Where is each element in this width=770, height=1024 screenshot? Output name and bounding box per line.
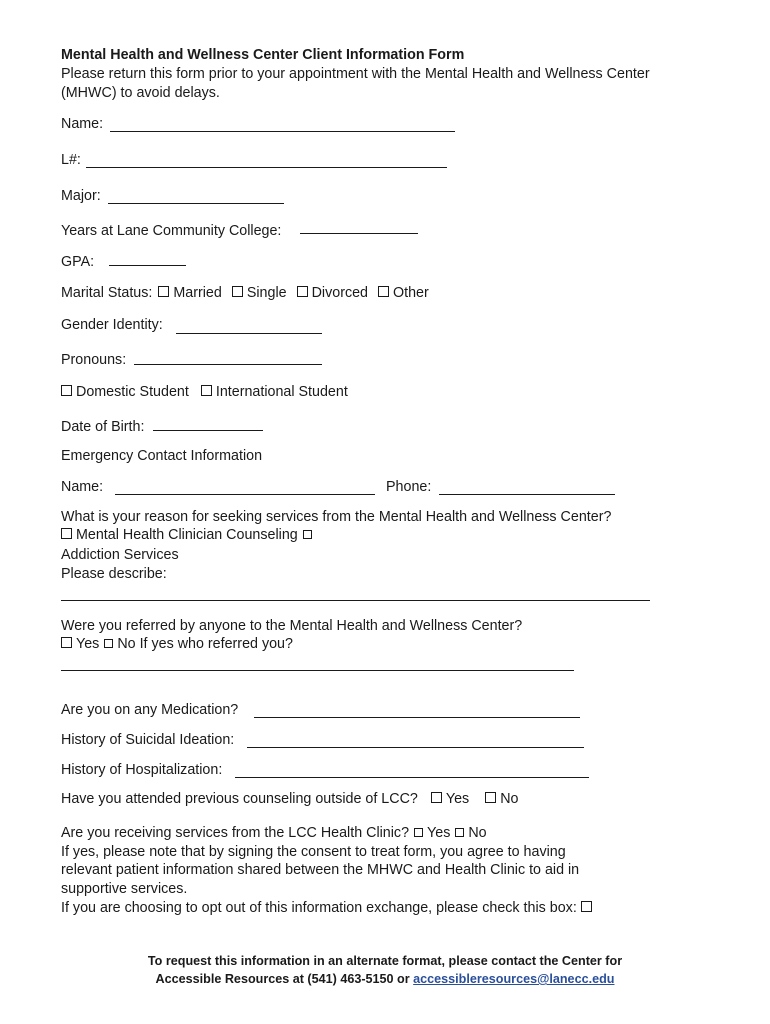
describe-input-line[interactable] bbox=[61, 600, 650, 601]
footer-line-1: To request this information in an alternate format, please contact the Center for bbox=[147, 954, 623, 968]
years-label: Years at Lane Community College: bbox=[61, 223, 282, 239]
optout-label: If you are choosing to opt out of this information exchange, please check this box: bbox=[61, 900, 577, 916]
referral-no-checkbox[interactable] bbox=[104, 639, 113, 648]
lnumber-input-line[interactable] bbox=[86, 167, 447, 168]
divorced-checkbox[interactable] bbox=[297, 286, 308, 297]
other-label: Other bbox=[393, 285, 429, 301]
gender-identity-label: Gender Identity: bbox=[61, 317, 163, 333]
major-label: Major: bbox=[61, 188, 101, 204]
domestic-student-label: Domestic Student bbox=[76, 384, 189, 400]
single-label: Single bbox=[246, 285, 287, 301]
international-student-checkbox[interactable] bbox=[201, 385, 212, 396]
gender-identity-input-line[interactable] bbox=[176, 333, 322, 334]
domestic-student-checkbox[interactable] bbox=[61, 385, 72, 396]
referral-option-row bbox=[61, 636, 293, 653]
footer-line-2 bbox=[0, 970, 770, 988]
clinic-note-line-3: supportive services. bbox=[61, 881, 188, 897]
previous-no-label: No bbox=[500, 791, 519, 807]
reason-option-row bbox=[61, 527, 316, 544]
suicidal-ideation-label: History of Suicidal Ideation: bbox=[61, 732, 235, 748]
other-checkbox[interactable] bbox=[378, 286, 389, 297]
medication-label: Are you on any Medication? bbox=[61, 702, 239, 718]
married-label: Married bbox=[173, 285, 222, 301]
instructions-line-1: Please return this form prior to your appointment with the Mental Health and Wellness Center bbox=[61, 66, 650, 82]
addiction-label: Addiction Services bbox=[61, 547, 179, 563]
optout-checkbox[interactable] bbox=[581, 901, 592, 912]
emergency-phone-input-line[interactable] bbox=[439, 494, 615, 495]
international-student-label: International Student bbox=[215, 384, 348, 400]
email-link[interactable]: accessibleresources@lanecc.edu bbox=[413, 972, 615, 986]
referral-no-label: No If yes who referred you? bbox=[117, 636, 293, 652]
referral-yes-checkbox[interactable] bbox=[61, 637, 72, 648]
dob-label: Date of Birth: bbox=[61, 419, 145, 435]
married-checkbox[interactable] bbox=[158, 286, 169, 297]
describe-label: Please describe: bbox=[61, 566, 167, 582]
emergency-name-label: Name: bbox=[61, 479, 104, 495]
previous-counseling-label: Have you attended previous counseling outside of LCC? bbox=[61, 791, 418, 807]
reason-question: What is your reason for seeking services from the Mental Health and Wellness Center? bbox=[61, 509, 612, 525]
addiction-checkbox[interactable] bbox=[303, 530, 312, 539]
pronouns-label: Pronouns: bbox=[61, 352, 127, 368]
previous-yes-label: Yes bbox=[445, 791, 470, 807]
clinic-yes-label: Yes bbox=[427, 825, 451, 841]
dob-input-line[interactable] bbox=[153, 430, 263, 431]
clinic-no-label: No bbox=[468, 825, 487, 841]
referral-question: Were you referred by anyone to the Mental Health and Wellness Center? bbox=[61, 618, 523, 634]
hospitalization-input-line[interactable] bbox=[235, 777, 589, 778]
emergency-heading: Emergency Contact Information bbox=[61, 448, 263, 464]
marital-status-label: Marital Status: bbox=[61, 285, 153, 301]
student-type-row bbox=[61, 384, 358, 401]
footer-contact-text: Accessible Resources at (541) 463-5150 or bbox=[155, 972, 410, 986]
medication-input-line[interactable] bbox=[254, 717, 580, 718]
counseling-label: Mental Health Clinician Counseling bbox=[76, 527, 298, 543]
gpa-label: GPA: bbox=[61, 254, 95, 270]
previous-no-checkbox[interactable] bbox=[485, 792, 496, 803]
referral-yes-label: Yes bbox=[76, 636, 100, 652]
clinic-question-label: Are you receiving services from the LCC Health Clinic? bbox=[61, 825, 410, 841]
name-label: Name: bbox=[61, 116, 104, 132]
instructions-line-2: (MHWC) to avoid delays. bbox=[61, 85, 220, 101]
years-input-line[interactable] bbox=[300, 233, 418, 234]
emergency-name-input-line[interactable] bbox=[115, 494, 375, 495]
name-input-line[interactable] bbox=[110, 131, 455, 132]
referral-input-line[interactable] bbox=[61, 670, 574, 671]
previous-counseling-row bbox=[61, 791, 528, 808]
marital-status-row bbox=[61, 285, 439, 302]
gpa-input-line[interactable] bbox=[109, 265, 186, 266]
major-input-line[interactable] bbox=[108, 203, 284, 204]
clinic-yes-checkbox[interactable] bbox=[414, 828, 423, 837]
emergency-phone-label: Phone: bbox=[386, 479, 432, 495]
clinic-note-line-1: If yes, please note that by signing the consent to treat form, you agree to having bbox=[61, 844, 566, 860]
pronouns-input-line[interactable] bbox=[134, 364, 322, 365]
optout-row bbox=[61, 900, 596, 917]
counseling-checkbox[interactable] bbox=[61, 528, 72, 539]
previous-yes-checkbox[interactable] bbox=[431, 792, 442, 803]
clinic-no-checkbox[interactable] bbox=[455, 828, 464, 837]
lnumber-label: L#: bbox=[61, 152, 81, 168]
single-checkbox[interactable] bbox=[232, 286, 243, 297]
suicidal-ideation-input-line[interactable] bbox=[247, 747, 584, 748]
clinic-question-row bbox=[61, 825, 487, 842]
form-title: Mental Health and Wellness Center Client Information Form bbox=[61, 47, 465, 63]
divorced-label: Divorced bbox=[311, 285, 369, 301]
clinic-note-line-2: relevant patient information shared between the MHWC and Health Clinic to aid in bbox=[61, 862, 580, 878]
hospitalization-label: History of Hospitalization: bbox=[61, 762, 223, 778]
